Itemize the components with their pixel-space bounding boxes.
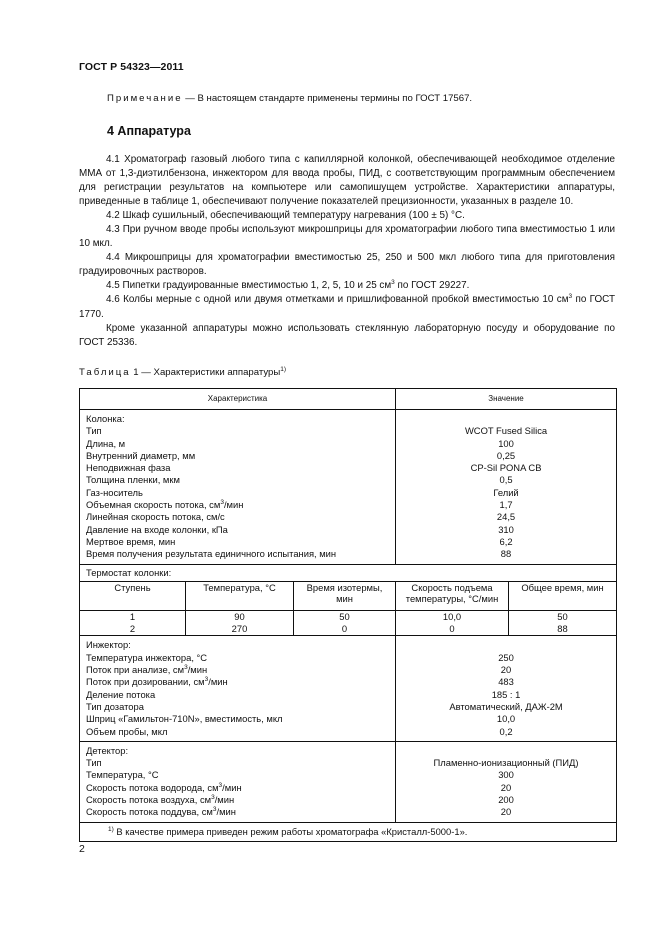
column-row-value: Гелий xyxy=(493,486,519,498)
detector-row-label xyxy=(86,782,389,794)
paragraph-4-6-tail: по ГОСТ 1770. xyxy=(79,294,615,320)
column-row-label: Неподвижная фаза xyxy=(86,462,171,474)
paragraph-4-5-sup: 3 xyxy=(391,279,395,287)
column-values xyxy=(396,410,617,565)
label-text: Скорость потока водорода, см xyxy=(86,781,219,793)
paragraph-4-2: 4.2 Шкаф сушильный, обеспечивающий температуру нагревания (100 ± 5) °C. xyxy=(106,210,465,222)
injector-row-value: Автоматический, ДАЖ-2М xyxy=(449,700,563,712)
column-row-value: 0,5 xyxy=(499,474,513,486)
thermostat-header-step: Ступень xyxy=(80,581,186,610)
label-unit: /мин xyxy=(208,676,228,688)
injector-row-label: Деление потока xyxy=(86,688,156,700)
injector-title: Инжектор: xyxy=(86,639,131,651)
paragraph-4-6-text: 4.6 Колбы мерные с одной или двумя отметками и пришлифованной пробкой вместимостью 10 см xyxy=(106,294,569,306)
injector-row-value: 10,0 xyxy=(496,713,516,725)
paragraph-4-3: 4.3 При ручном вводе пробы используют микрошприцы для хроматографии любого типа вместимостью 1 или 10 мкл. xyxy=(79,224,615,250)
column-row-value: 24,5 xyxy=(496,511,516,523)
cell: 2 xyxy=(129,623,136,635)
column-row-label: Давление на входе колонки, кПа xyxy=(86,523,228,535)
thermostat-header-temperature: Температура, °C xyxy=(186,581,294,610)
thermostat-cell xyxy=(396,610,509,636)
injector-row-label: Тип дозатора xyxy=(86,700,144,712)
label-text: Поток при анализе, см xyxy=(86,664,185,676)
paragraph-4-5-text: 4.5 Пипетки градуированные вместимостью 1, 2, 5, 10 и 25 см xyxy=(106,280,392,292)
column-row-label: Газ-носитель xyxy=(86,486,143,498)
label-text: Поток при дозировании, см xyxy=(86,676,205,688)
column-header-characteristic: Характеристика xyxy=(80,389,396,410)
detector-row-value: Пламенно-ионизационный (ПИД) xyxy=(433,757,579,769)
injector-row-value: 250 xyxy=(498,651,514,663)
label-unit: /мин xyxy=(223,499,244,511)
injector-row-value: 185 : 1 xyxy=(491,688,521,700)
column-header-value: Значение xyxy=(396,389,617,410)
detector-row-label: Тип xyxy=(86,757,102,769)
page-number: 2 xyxy=(79,843,85,855)
table-caption xyxy=(79,367,286,378)
detector-labels xyxy=(80,741,396,822)
cell: 90 xyxy=(234,610,245,622)
column-row-value: 0,25 xyxy=(496,449,516,461)
thermostat-title-row xyxy=(80,564,617,581)
injector-section xyxy=(80,636,617,741)
injector-row-label: Температура инжектора, °C xyxy=(86,651,208,663)
cell: 88 xyxy=(557,623,568,635)
cell: 0 xyxy=(341,623,348,635)
paragraph-4-6-sup: 3 xyxy=(568,293,573,301)
label-sup: 3 xyxy=(218,781,223,789)
paragraph-4-6 xyxy=(79,293,615,321)
label-sup: 3 xyxy=(184,664,188,672)
label-unit: /мин xyxy=(216,806,236,818)
footnote-row xyxy=(80,822,617,841)
column-row-label: Время получения результата единичного испытания, мин xyxy=(86,548,337,560)
column-row-value: CP-Sil PONA CB xyxy=(470,462,542,474)
thermostat-rows xyxy=(80,610,617,636)
column-row-label: Внутренний диаметр, мм xyxy=(86,449,196,461)
label-sup: 3 xyxy=(204,676,209,684)
column-row-value: 310 xyxy=(498,523,514,535)
apparatus-table xyxy=(79,388,617,842)
label-sup: 3 xyxy=(212,806,217,814)
paragraph-4-5 xyxy=(79,279,615,293)
label-unit: /мин xyxy=(187,664,208,676)
section-title: 4 Аппаратура xyxy=(107,124,191,138)
table-footnote xyxy=(80,822,617,841)
cell: 10,0 xyxy=(442,610,462,622)
note-text: — В настоящем стандарте применены термины по ГОСТ 17567. xyxy=(182,93,473,104)
thermostat-header-row xyxy=(80,581,617,610)
detector-row-label xyxy=(86,794,389,806)
cell: 50 xyxy=(339,610,350,622)
detector-row-label: Температура, °C xyxy=(86,769,159,781)
detector-row-value: 300 xyxy=(498,769,514,781)
paragraph-extra: Кроме указанной аппаратуры можно использовать стеклянную лабораторную посуду и оборудование по ГОСТ 25336. xyxy=(79,322,615,348)
label-text: Скорость потока поддува, см xyxy=(86,806,213,818)
footnote-text: В качестве примера приведен режим работы хроматографа «Кристалл-5000-1». xyxy=(113,825,468,837)
injector-row-label xyxy=(86,676,389,688)
thermostat-cell xyxy=(509,610,617,636)
table-caption-label: Таблица xyxy=(79,367,131,378)
paragraph-4-4: 4.4 Микрошприцы для хроматографии вместимостью 25, 250 и 500 мкл любого типа для приготовления градуировочных растворов. xyxy=(79,252,615,278)
column-row-value: 100 xyxy=(498,437,514,449)
paragraph-4-1: 4.1 Хроматограф газовый любого типа с капиллярной колонкой, обеспечивающей необходимое отделение ММА от 1,3-диэтилбензона, инжектором для ввода пробы, ПИД, с соответствующим программным обеспечением для регистрации результатов на компьютере или самопишущем устройстве. Характеристики аппаратуры, приведенные в таблице 1, обеспечивают получение показателей прецизионности, указанных в разделе 10. xyxy=(79,154,615,208)
label-sup: 3 xyxy=(211,794,215,802)
injector-values xyxy=(396,636,617,741)
thermostat-cell xyxy=(186,610,294,636)
column-row-label: Тип xyxy=(86,425,102,437)
paragraph-4-5-tail: по ГОСТ 29227. xyxy=(394,280,470,292)
thermostat-title: Термостат колонки: xyxy=(80,564,617,581)
cell: 0 xyxy=(449,623,455,635)
label-sup: 3 xyxy=(220,499,224,507)
table-caption-text: 1 — Характеристики аппаратуры xyxy=(130,367,281,378)
label-text: Скорость потока воздуха, см xyxy=(86,794,212,806)
detector-row-label xyxy=(86,806,389,818)
column-title-spacer xyxy=(402,413,610,425)
label-unit: /мин xyxy=(214,794,235,806)
thermostat-cell xyxy=(294,610,396,636)
detector-title: Детектор: xyxy=(86,744,129,756)
note-label: Примечание xyxy=(107,93,183,104)
column-row-label: Мертвое время, мин xyxy=(86,535,176,547)
detector-row-value: 20 xyxy=(500,806,512,818)
detector-title-spacer xyxy=(402,745,610,757)
cell: 1 xyxy=(129,610,136,622)
thermostat-header-rate: Скорость подъема температуры, °C/мин xyxy=(396,581,509,610)
injector-row-label: Шприц «Гамильтон-710N», вместимость, мкл xyxy=(86,713,283,725)
thermostat-header-isotherm: Время изотермы, мин xyxy=(294,581,396,610)
cell: 50 xyxy=(557,610,568,622)
injector-row-value: 0,2 xyxy=(499,725,513,737)
injector-row-label xyxy=(86,664,389,676)
table-caption-sup: 1) xyxy=(280,366,287,373)
column-row-value: 1,7 xyxy=(499,499,513,511)
thermostat-cell xyxy=(80,610,186,636)
injector-row-label: Объем пробы, мкл xyxy=(86,725,168,737)
column-section xyxy=(80,410,617,565)
injector-title-spacer xyxy=(402,639,610,651)
column-row-label: Длина, м xyxy=(86,437,126,449)
section-body xyxy=(79,153,615,350)
column-row-label: Линейная скорость потока, см/с xyxy=(86,511,225,523)
cell: 270 xyxy=(231,623,248,635)
column-row-label: Толщина пленки, мкм xyxy=(86,474,180,486)
detector-values xyxy=(396,741,617,822)
footnote-marker: 1) xyxy=(108,825,114,833)
column-row-value: 88 xyxy=(500,548,512,560)
injector-row-value: 20 xyxy=(500,664,512,676)
injector-labels xyxy=(80,636,396,741)
column-row-label xyxy=(86,499,389,511)
detector-row-value: 200 xyxy=(498,794,514,806)
column-title: Колонка: xyxy=(86,413,125,424)
injector-row-value: 483 xyxy=(498,676,514,688)
label-unit: /мин xyxy=(222,781,242,793)
column-row-value: 6,2 xyxy=(499,535,513,547)
detector-section xyxy=(80,741,617,822)
column-row-value: WCOT Fused Silica xyxy=(464,425,548,437)
detector-row-value: 20 xyxy=(500,781,512,793)
column-labels xyxy=(80,410,396,565)
note xyxy=(107,93,472,104)
label-text: Объемная скорость потока, см xyxy=(86,499,221,511)
document-header: ГОСТ Р 54323—2011 xyxy=(79,61,184,73)
table-header-row xyxy=(80,389,617,410)
thermostat-header-total: Общее время, мин xyxy=(509,581,617,610)
